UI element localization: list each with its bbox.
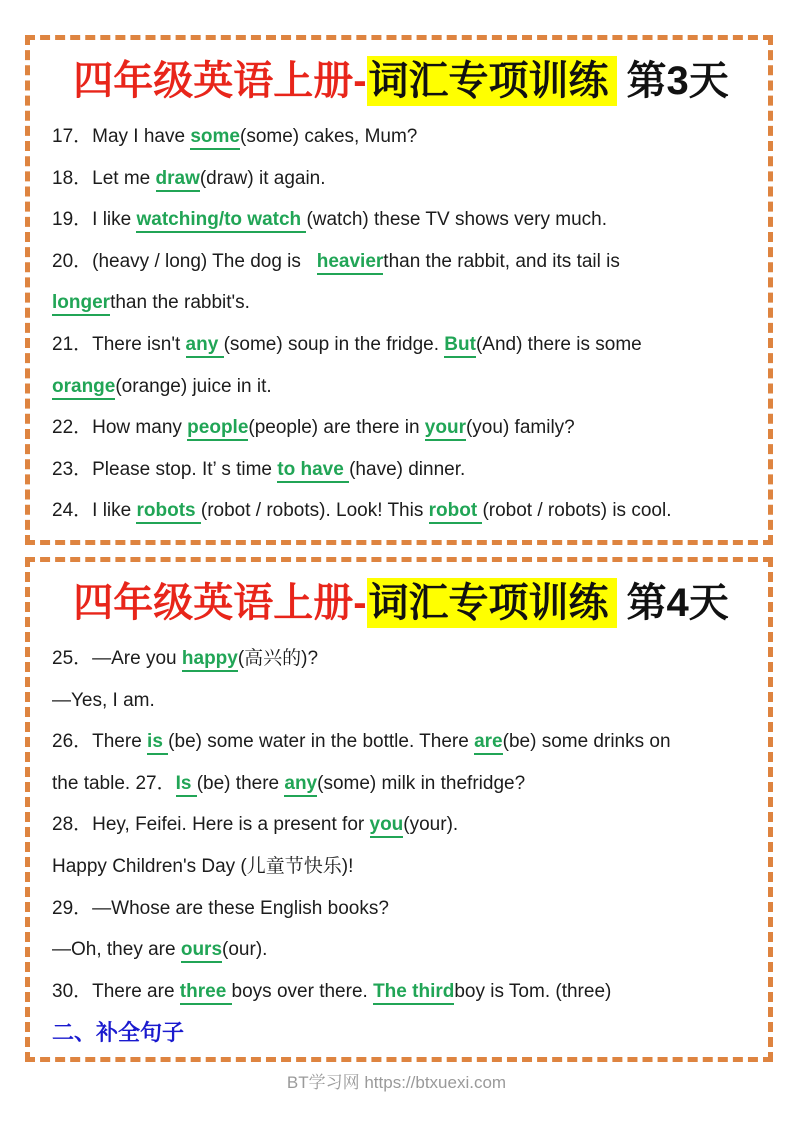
sentence-line xyxy=(52,846,750,888)
answer-text: Is xyxy=(176,773,197,797)
sentence-line xyxy=(52,490,750,532)
sentence-line xyxy=(52,971,750,1013)
sentence-text: 28．Hey, Feifei. Here is a present for xyxy=(52,814,370,836)
sentence-text: (be) there xyxy=(196,772,285,794)
sentence-line xyxy=(52,158,750,200)
sentence-text: 18．Let me xyxy=(52,167,156,189)
sentence-text: 22．How many xyxy=(52,417,188,439)
sentence-text: (some) milk in thefridge? xyxy=(317,772,526,794)
answer-text: The third xyxy=(373,981,454,1005)
sentence-line xyxy=(52,282,750,324)
sentence-text: than the rabbit, and its tail is xyxy=(383,250,620,272)
sentence-text: —Yes, I am. xyxy=(52,689,155,711)
answer-text: robot xyxy=(429,500,483,524)
answer-text: happy xyxy=(182,648,238,672)
title-dash: - xyxy=(353,581,367,625)
sentence-text: 25．—Are you xyxy=(52,648,182,669)
title-day-number: 第4天 xyxy=(626,581,729,625)
sentence-text: (be) some water in the bottle. There xyxy=(168,731,475,753)
answer-text: ours xyxy=(181,939,222,963)
answer-text: you xyxy=(370,814,404,838)
answer-text: your xyxy=(425,417,466,441)
sentence-text: 30．There are xyxy=(52,980,180,1002)
sentence-line xyxy=(52,680,750,722)
sentence-line xyxy=(52,929,750,971)
sentence-text: —Oh, they are xyxy=(52,939,181,961)
sentence-text: 21．There isn't xyxy=(52,333,186,355)
sentence-text: (And) there is some xyxy=(475,333,642,355)
sentence-line xyxy=(52,721,750,763)
section-day3-content xyxy=(30,40,768,532)
sentence-text: (watch) these TV shows very much. xyxy=(306,209,608,231)
answer-text: three xyxy=(180,981,232,1005)
sentence-text: 19．I like xyxy=(52,209,137,231)
sentence-text: boys over there. xyxy=(231,980,374,1002)
answer-text: But xyxy=(444,334,476,358)
sentence-text: 23．Please stop. It’ s time xyxy=(52,458,278,480)
answer-text: orange xyxy=(52,376,115,400)
sentence-text: 24．I like xyxy=(52,500,137,522)
sentence-line xyxy=(52,199,750,241)
sentence-text: boy is Tom. (three) xyxy=(454,980,612,1002)
sentence-line xyxy=(52,804,750,846)
sentence-list-day4 xyxy=(52,638,750,1056)
title-dash: - xyxy=(353,59,367,103)
sentence-line xyxy=(52,241,750,283)
sentence-text: (draw) it again. xyxy=(199,167,326,189)
answer-text: people xyxy=(187,417,248,441)
sentence-line xyxy=(52,638,750,680)
sentence-text: Happy Children's Day (儿童节快乐)! xyxy=(52,855,354,877)
answer-text: watching/to watch xyxy=(136,209,306,233)
sentence-line xyxy=(52,116,750,158)
title-day-number: 第3天 xyxy=(626,59,729,103)
answer-text: draw xyxy=(156,168,200,192)
section-title-day3 xyxy=(52,52,750,110)
section-day3 xyxy=(25,35,773,545)
sentence-line xyxy=(52,324,750,366)
sentence-text: the table. 27． xyxy=(52,772,176,794)
section-day4 xyxy=(25,557,773,1062)
answer-text: is xyxy=(147,731,168,755)
sentence-text: than the rabbit's. xyxy=(110,292,250,314)
sentence-line xyxy=(52,407,750,449)
section-day4-content xyxy=(30,562,768,1056)
sentence-text: (robot / robots). Look! This xyxy=(200,500,429,522)
answer-text: to have xyxy=(277,459,349,483)
sentence-line xyxy=(52,366,750,408)
sentence-text: (some) cakes, Mum? xyxy=(240,126,418,147)
answer-text: any xyxy=(284,773,317,797)
answer-text: heavier xyxy=(317,251,384,275)
answer-text: robots xyxy=(136,500,200,524)
sentence-line xyxy=(52,763,750,805)
section-title-day4 xyxy=(52,574,750,632)
sentence-list-day3 xyxy=(52,116,750,532)
sentence-line xyxy=(52,1012,750,1056)
sentence-line xyxy=(52,449,750,491)
answer-text: any xyxy=(186,334,224,358)
sentence-text: 26．There xyxy=(52,731,148,753)
title-highlighted-topic: 词汇专项训练 xyxy=(367,56,617,106)
answer-text: longer xyxy=(52,292,110,316)
sentence-text: (our). xyxy=(222,939,268,961)
sentence-line xyxy=(52,888,750,930)
answer-text: some xyxy=(190,126,240,150)
exercise-part-heading: 二、补全句子 xyxy=(52,1020,185,1046)
answer-text: are xyxy=(474,731,503,755)
sentence-text: 17．May I have xyxy=(52,126,191,147)
site-watermark: BT学习网 https://btxuexi.com xyxy=(286,1073,507,1092)
sentence-text: (you) family? xyxy=(465,417,575,439)
sentence-text: (robot / robots) is cool. xyxy=(482,500,672,522)
sentence-text: (your). xyxy=(403,814,459,836)
sentence-text: (people) are there in xyxy=(248,417,425,439)
sentence-text: (have) dinner. xyxy=(349,458,466,480)
sentence-text: 29．—Whose are these English books? xyxy=(52,897,389,919)
title-book-name: 四年级英语上册 xyxy=(73,59,354,103)
title-book-name: 四年级英语上册 xyxy=(73,581,354,625)
sentence-text: (some) soup in the fridge. xyxy=(223,333,445,355)
sentence-text: (高兴的)? xyxy=(237,648,319,669)
title-highlighted-topic: 词汇专项训练 xyxy=(367,578,617,628)
sentence-text: (be) some drinks on xyxy=(502,731,671,753)
sentence-text: 20．(heavy / long) The dog is xyxy=(52,250,317,272)
sentence-text: (orange) juice in it. xyxy=(115,375,272,397)
